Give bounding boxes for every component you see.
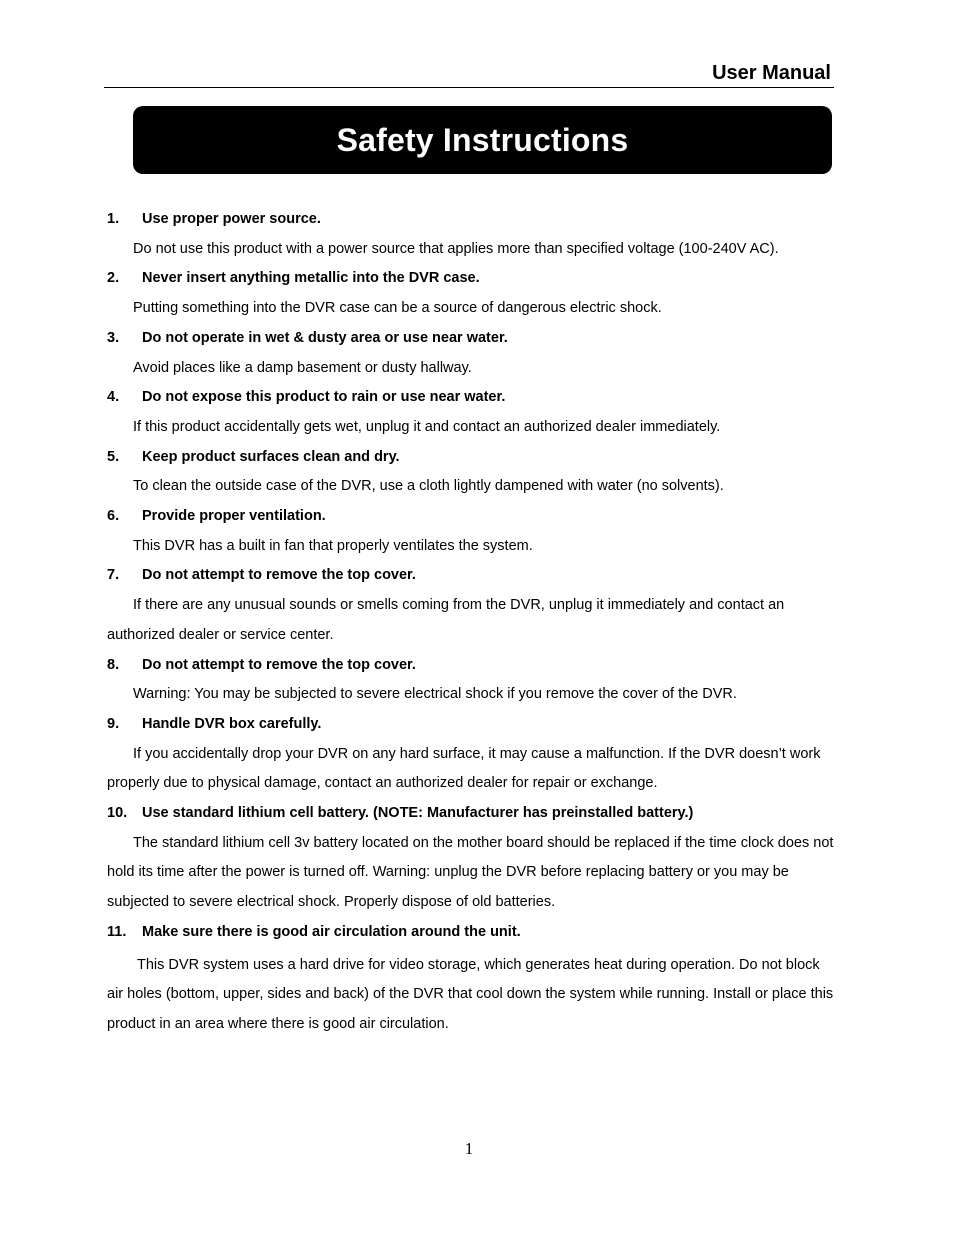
item-number: 1. [107, 211, 120, 227]
list-item [107, 324, 835, 383]
item-body: This DVR has a built in fan that properly ventilates the system. [133, 537, 533, 554]
item-heading [107, 651, 835, 681]
item-heading-text: Handle DVR box carefully. [142, 715, 322, 732]
item-heading [107, 264, 835, 294]
item-heading-text: Provide proper ventilation. [142, 508, 326, 525]
list-item [107, 383, 835, 442]
safety-instructions-list [107, 205, 835, 1040]
item-heading [107, 561, 835, 591]
list-item [107, 918, 835, 1040]
item-number: 2. [107, 270, 120, 287]
item-body: The standard lithium cell 3v battery located on the mother board should be replaced if the time clock does not hold its time after the power is turned off. Warning: unplug the DVR before replacing battery or you may be subjected to severe electrical shock. Properly dispose of old batteries. [107, 834, 834, 911]
item-number: 9. [107, 715, 120, 732]
item-heading-text: Make sure there is good air circulation around the unit. [142, 923, 521, 940]
item-heading-text: Do not attempt to remove the top cover. [142, 567, 416, 584]
item-body: Do not use this product with a power source that applies more than specified voltage (100-240V AC). [133, 240, 779, 257]
header-title: User Manual [712, 62, 831, 84]
list-item [107, 205, 835, 264]
item-heading [107, 502, 835, 532]
item-heading [107, 383, 835, 413]
item-heading [107, 710, 835, 740]
item-number: 3. [107, 329, 120, 346]
item-heading [107, 799, 835, 829]
list-item [107, 264, 835, 323]
item-body: To clean the outside case of the DVR, use a cloth lightly dampened with water (no solvents). [133, 478, 724, 495]
item-body: If you accidentally drop your DVR on any hard surface, it may cause a malfunction. If the DVR doesn’t work properly due to physical damage, contact an authorized dealer for repair or exchange. [107, 745, 821, 792]
item-heading-text: Do not attempt to remove the top cover. [142, 656, 416, 673]
list-item [107, 651, 835, 710]
item-number: 5. [107, 448, 120, 465]
page-number: 1 [464, 1139, 474, 1158]
list-item [107, 502, 835, 561]
item-number: 8. [107, 656, 120, 673]
item-body: This DVR system uses a hard drive for video storage, which generates heat during operation. Do not block air holes (bottom, upper, sides and back) of the DVR that cool down the system while running. Install or place this product in an area where there is good air circulation. [107, 956, 834, 1032]
item-body: If there are any unusual sounds or smells coming from the DVR, unplug it immediately and contact an authorized dealer or service center. [107, 597, 785, 643]
item-heading-text: Do not operate in wet & dusty area or use near water. [142, 329, 508, 346]
section-banner [133, 106, 832, 174]
header-divider [104, 87, 834, 88]
item-body: If this product accidentally gets wet, unplug it and contact an authorized dealer immediately. [133, 418, 721, 435]
item-number: 10. [107, 805, 128, 822]
item-body: Putting something into the DVR case can be a source of dangerous electric shock. [133, 300, 662, 317]
item-number: 7. [107, 567, 120, 584]
list-item [107, 561, 835, 650]
item-body: Warning: You may be subjected to severe electrical shock if you remove the cover of the DVR. [133, 686, 737, 703]
item-number: 4. [107, 389, 120, 406]
list-item [107, 710, 835, 799]
item-heading [107, 205, 835, 235]
item-heading-text: Use standard lithium cell battery. (NOTE: Manufacturer has preinstalled battery.) [142, 805, 694, 822]
item-body: Avoid places like a damp basement or dusty hallway. [133, 359, 472, 376]
item-heading-text: Keep product surfaces clean and dry. [142, 448, 400, 465]
item-heading-text: Never insert anything metallic into the DVR case. [142, 270, 480, 287]
list-item [107, 443, 835, 502]
item-number: 11. [107, 923, 127, 940]
item-heading-text: Use proper power source. [142, 211, 321, 227]
item-heading [107, 918, 835, 948]
item-heading-text: Do not expose this product to rain or use near water. [142, 389, 506, 406]
item-number: 6. [107, 508, 120, 525]
list-item [107, 799, 835, 918]
item-heading [107, 324, 835, 354]
item-heading [107, 443, 835, 473]
section-title: Safety Instructions [336, 121, 629, 158]
